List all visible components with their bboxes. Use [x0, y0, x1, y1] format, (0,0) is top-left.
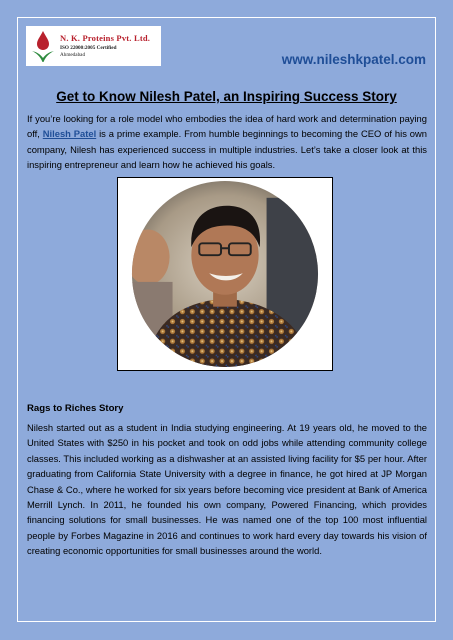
logo-city: Ahmedabad	[60, 51, 86, 58]
logo-iso-certification: ISO 22000:2005 Certified	[60, 44, 117, 51]
section-heading: Rags to Riches Story	[27, 403, 124, 414]
article-title: Get to Know Nilesh Patel, an Inspiring Success Story	[56, 89, 397, 104]
portrait-photo	[117, 177, 333, 371]
nilesh-patel-link[interactable]: Nilesh Patel	[42, 128, 97, 140]
portrait-image	[118, 178, 332, 370]
logo-company-name: N. K. Proteins Pvt. Ltd.	[60, 33, 151, 44]
intro-text-start: If you’re looking for a role model who embodies the idea of hard work and determination paying off,	[27, 113, 427, 140]
website-link[interactable]: www.nileshkpatel.com	[281, 52, 426, 67]
intro-text-end: is a prime example. From humble beginnings to becoming the CEO of his own company, Nilesh has experienced success in multiple industries. Let’s take a closer look at this inspiring entrepreneur and learn how he achieved his goals.	[27, 128, 427, 171]
company-logo	[26, 26, 161, 66]
intro-paragraph	[27, 111, 427, 173]
oil-drop-logo-icon	[30, 29, 56, 63]
story-paragraph: Nilesh started out as a student in India studying engineering. At 19 years old, he moved to the United States with $250 in his pocket and took on odd jobs while attending community college classes. This included working as a dishwasher at an assisted living facility for $5 per hour. After graduating from California State University with a degree in finance, he got hired at JP Morgan Chase & Co., where he worked for six years before becoming vice president at Bank of America Merrill Lynch. In 2011, he founded his own company, Powered Financing, which provides financing solutions for small businesses. He was named one of the top 100 most influential people by Forbes Magazine in 2016 and continues to work hard every day towards his vision of creating economic opportunities for small businesses around the world.	[27, 422, 427, 557]
